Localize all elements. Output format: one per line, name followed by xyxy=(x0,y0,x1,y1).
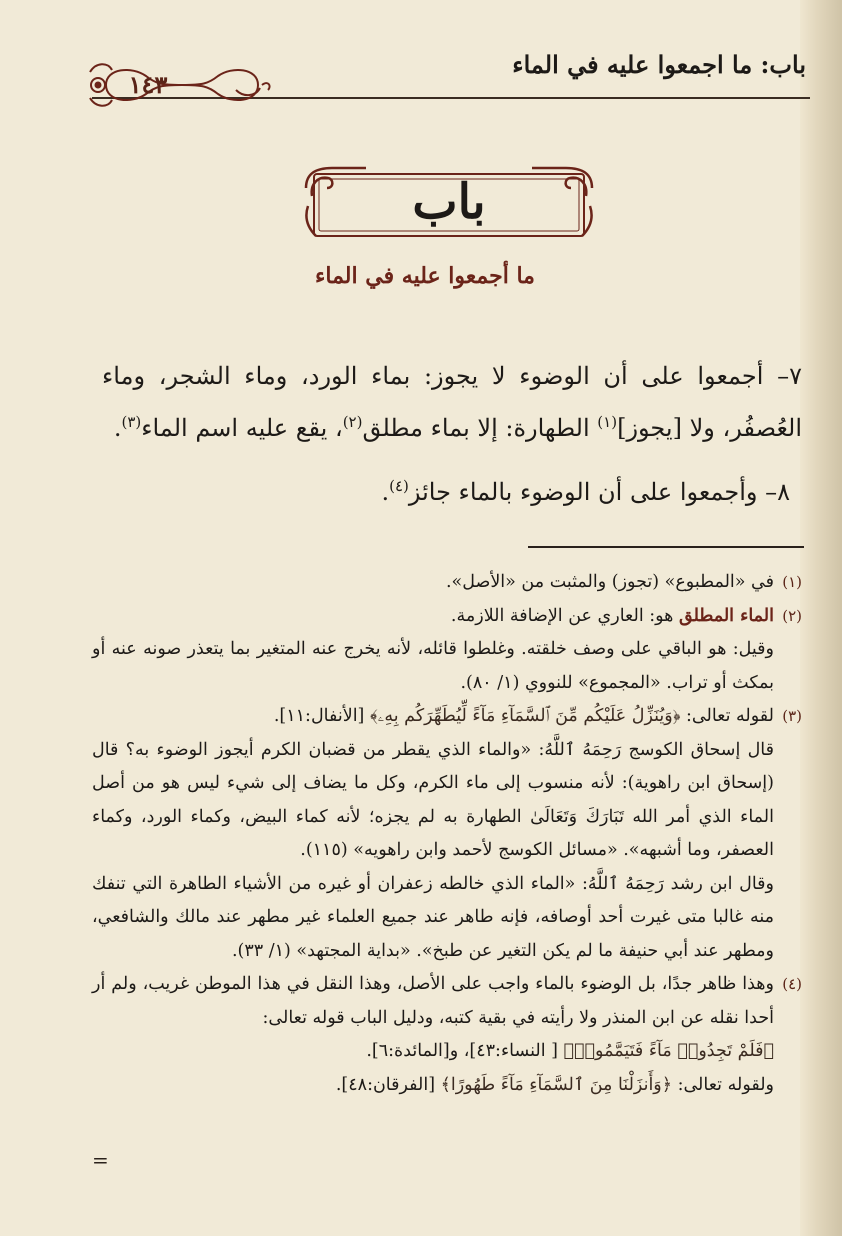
footnote-text: هو: العاري عن الإضافة اللازمة. xyxy=(450,605,679,626)
ruling-text: أجمعوا على أن الوضوء لا يجوز: بماء الورد، وماء الشجر، وماء العُصفُر، ولا [يجوز] xyxy=(102,362,802,442)
page-edge-shadow xyxy=(800,0,842,1236)
footnotes xyxy=(92,566,802,1102)
verse-reference: [الأنفال:١١]. xyxy=(273,706,370,726)
ruling-text: . xyxy=(381,478,390,506)
footnote-4-verse xyxy=(92,1035,802,1069)
quran-verse: ﴿وَيُنَزِّلُ عَلَيْكُم مِّنَ ٱلسَّمَآءِ مَآءً لِّيُطَهِّرَكُم بِهِۦ﴾ xyxy=(369,706,681,726)
footnote-ref[interactable]: (١) xyxy=(597,413,618,431)
page-number: ١٤٣ xyxy=(128,70,168,99)
ruling-number: ٨– xyxy=(765,478,790,506)
footnote-ref[interactable]: (٢) xyxy=(342,413,363,431)
footnote-3-paragraph: قال إسحاق الكوسج رَحِمَهُ ٱللَّهُ: «والماء الذي يقطر من قضبان الكرم أيجوز الوضوء به؟ قال (إسحاق ابن راهوية): لأنه منسوب إلى ماء الكرم، وكل ما يضاف إلى شيء ليس هو من أصل الماء الذي أمر الله تَبَارَكَ وَتَعَالَىٰ الطهارة به لم يجزه؛ لأنه كماء البيض، وكماء الورد، وكماء العصفر، وما أشبهه». «مسائل الكوسج لأحمد وابن راهويه» (١١٥). xyxy=(92,739,774,860)
chapter-title: ما أجمعوا عليه في الماء xyxy=(315,263,535,289)
ruling-text: الطهارة: إلا بماء مطلق xyxy=(362,414,598,442)
footnote-1 xyxy=(92,566,802,600)
footnote-3 xyxy=(92,700,802,734)
quran-verse: ﴿فَلَمْ تَجِدُوا۟ مَآءً فَتَيَمَّمُوا۟﴾ xyxy=(563,1041,774,1061)
footnote-2-continuation: وقيل: هو الباقي على وصف خلقته. وغلطوا قائله، لأنه يخرج عنه المتغير بما يتعذر صونه عنه أو بمكث أو تراب. «المجموع» للنووي (١/ ٨٠). xyxy=(92,639,774,693)
ruling-text: . xyxy=(113,414,122,442)
chapter-label: باب xyxy=(412,174,486,230)
footnote-number: (٢) xyxy=(782,606,802,625)
footnote-3-paragraph: وقال ابن رشد رَحِمَهُ ٱللَّهُ: «الماء الذي خالطه زعفران أو غيره من الأشياء الطاهرة التي تنفك منه غالبا متى غيرت أحد أوصافه، فإنه طاهر عند جميع العلماء غير مطهر عند مالك والشافعي، ومطهر عند أبي حنيفة ما لم يكن التغير عن طبخ». «بداية المجتهد» (١/ ٣٣). xyxy=(92,873,774,961)
footnote-text: لقوله تعالى: xyxy=(680,706,774,726)
verse-reference: [الفرقان:٤٨]. xyxy=(335,1074,441,1095)
footnote-4 xyxy=(92,968,802,1035)
footnote-text: ولقوله تعالى: xyxy=(672,1074,774,1095)
footnote-ref[interactable]: (٣) xyxy=(121,413,142,431)
footnote-number: (١) xyxy=(782,573,802,591)
footnote-separator xyxy=(528,546,804,548)
running-head: باب: ما اجمعوا عليه في الماء xyxy=(512,50,806,79)
footnote-4-verse xyxy=(92,1069,802,1103)
continuation-mark: = xyxy=(92,1148,109,1172)
footnote-term: الماء المطلق xyxy=(678,605,774,626)
footnote-2 xyxy=(92,600,802,634)
verse-reference: [ النساء:٤٣]، و[المائدة:٦]. xyxy=(366,1041,564,1061)
ruling-text: وأجمعوا على أن الوضوء بالماء جائز xyxy=(408,478,758,506)
footnote-ref[interactable]: (٤) xyxy=(389,477,409,495)
footnote-number: (٣) xyxy=(782,707,802,725)
footnote-text: في «المطبوع» (تجوز) والمثبت من «الأصل». xyxy=(445,572,774,592)
ruling-8 xyxy=(102,466,802,518)
quran-verse: ﴿وَأَنزَلْنَا مِنَ ٱلسَّمَآءِ مَآءً طَهُورًا﴾ xyxy=(440,1074,673,1095)
ruling-text: ، يقع عليه اسم الماء xyxy=(141,414,343,442)
ruling-7 xyxy=(102,350,802,454)
ruling-number: ٧– xyxy=(777,362,802,390)
footnote-number: (٤) xyxy=(782,975,802,993)
footnote-text: وهذا ظاهر جدًا، بل الوضوء بالماء واجب على الأصل، وهذا النقل في هذا الموطن غريب، ولم أر أحدا نقله عن ابن المنذر ولا رأيته في بقية كتبه، ودليل الباب قوله تعالى: xyxy=(92,974,774,1028)
